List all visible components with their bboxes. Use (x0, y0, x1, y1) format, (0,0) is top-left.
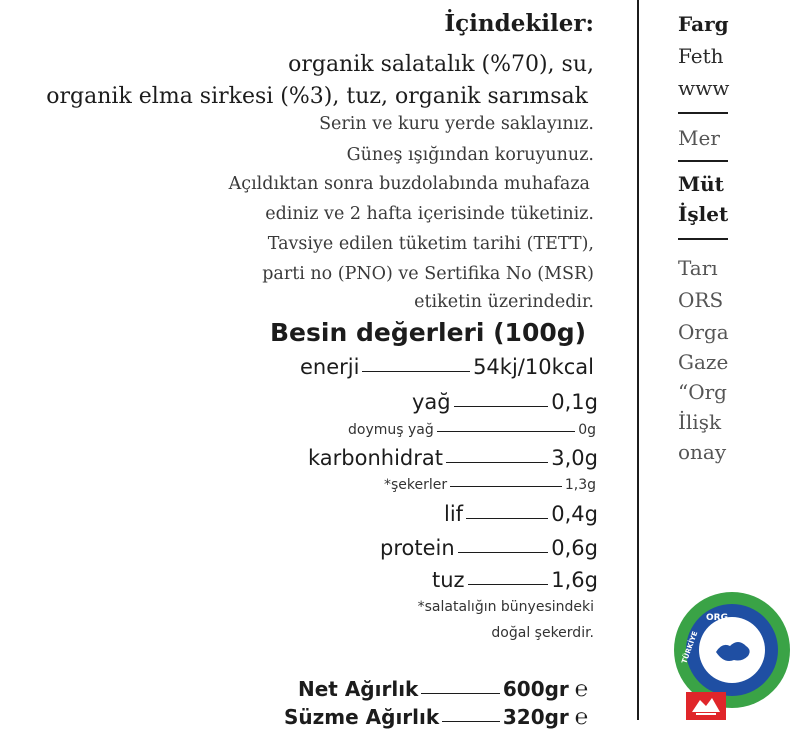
nutrition-row-sugars (384, 477, 596, 493)
nutrition-row-salt (432, 568, 598, 592)
leader-line (454, 406, 549, 407)
producer-panel (640, 0, 730, 720)
section-divider (678, 238, 728, 240)
nutrition-value: 0,4g (551, 502, 598, 526)
nutrition-value: 0g (578, 422, 596, 438)
nutrition-label: karbonhidrat (308, 446, 443, 470)
leader-line (437, 431, 575, 432)
nutrition-row-carbohydrate (308, 446, 598, 470)
producer-address: Feth (678, 44, 724, 68)
net-weight-value: 600gr (502, 677, 569, 701)
drained-weight-row (284, 704, 588, 730)
leader-line (421, 693, 500, 694)
storage-line-1: Serin ve kuru yerde saklayınız. (319, 114, 594, 134)
section-divider (678, 112, 728, 114)
drained-weight-label: Süzme Ağırlık (284, 705, 440, 729)
nutrition-value: 0,6g (551, 536, 598, 560)
nutrition-label: yağ (412, 390, 451, 414)
nutrition-row-energy (300, 355, 594, 379)
nutrition-row-fat (412, 390, 598, 414)
storage-line-2: Güneş ışığından koruyunuz. (346, 145, 594, 165)
leader-line (362, 371, 470, 372)
net-weight-row (298, 676, 588, 702)
nutrition-label: *şekerler (384, 477, 448, 493)
storage-line-4: ediniz ve 2 hafta içerisinde tüketiniz. (265, 204, 594, 224)
estimated-sign-icon: ℮ (574, 705, 588, 730)
ingredients-title: İçindekiler: (444, 10, 594, 37)
column-divider (637, 0, 639, 720)
ingredients-line-2: organik elma sirkesi (%3), tuz, organik sarımsak (46, 84, 588, 109)
section-divider (678, 160, 728, 162)
nutrition-value: 0,1g (551, 390, 598, 414)
leader-line (458, 552, 549, 553)
cert-line-7: onay (678, 440, 727, 464)
net-weight-label: Net Ağırlık (298, 677, 419, 701)
storage-line-5: Tavsiye edilen tüketim tarihi (TETT), (267, 234, 594, 254)
cert-line-4: Gaze (678, 350, 729, 374)
storage-line-3: Açıldıktan sonra buzdolabında muhafaza (228, 174, 590, 194)
producer-website: www (678, 76, 730, 100)
recycling-logo-icon (686, 688, 726, 720)
cert-line-3: Orga (678, 320, 729, 344)
cert-line-5: “Org (678, 380, 727, 404)
leader-line (446, 462, 548, 463)
nutrition-row-saturated-fat (348, 422, 596, 438)
nutrition-row-protein (380, 536, 598, 560)
operator-line-2: İşlet (678, 202, 729, 226)
ingredients-line-1: organik salatalık (%70), su, (288, 52, 594, 77)
storage-line-7: etiketin üzerindedir. (414, 292, 594, 312)
leader-line (466, 518, 548, 519)
cert-line-6: İlişk (678, 410, 722, 434)
drained-weight-value: 320gr (502, 705, 569, 729)
seal-text-top: ORG (706, 613, 728, 623)
origin-label: Mer (678, 126, 720, 150)
nutrition-label: tuz (432, 568, 465, 592)
nutrition-label: enerji (300, 355, 360, 379)
leader-line (450, 486, 562, 487)
storage-line-6: parti no (PNO) ve Sertifika No (MSR) (262, 264, 594, 284)
sugar-footnote-2: doğal şekerdir. (491, 625, 594, 641)
cert-line-1: Tarı (678, 256, 718, 280)
cert-line-2: ORS (678, 288, 724, 312)
leader-line (468, 584, 549, 585)
nutrition-row-fiber (444, 502, 598, 526)
seal-text-side: TÜRKİYE (680, 630, 700, 665)
estimated-sign-icon: ℮ (574, 677, 588, 702)
nutrition-value: 54kj/10kcal (473, 355, 594, 379)
leader-line (442, 721, 500, 722)
nutrition-title: Besin değerleri (100g) (270, 318, 587, 347)
operator-line-1: Müt (678, 172, 724, 196)
nutrition-label: doymuş yağ (348, 422, 434, 438)
producer-name: Farg (678, 12, 729, 36)
nutrition-value: 1,3g (564, 477, 596, 493)
nutrition-label: lif (444, 502, 464, 526)
nutrition-label: protein (380, 536, 455, 560)
nutrition-value: 1,6g (551, 568, 598, 592)
nutrition-value: 3,0g (551, 446, 598, 470)
sugar-footnote-1: *salatalığın bünyesindeki (417, 599, 594, 615)
